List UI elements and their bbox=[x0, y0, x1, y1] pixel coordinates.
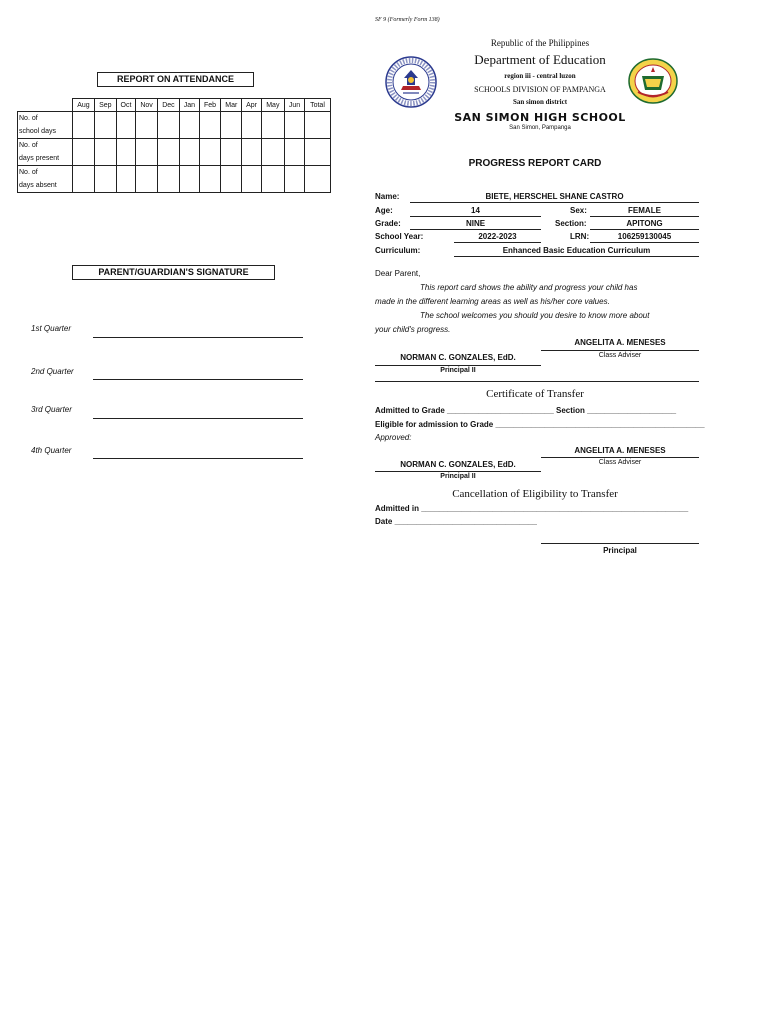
attendance-table bbox=[17, 98, 331, 193]
principal-name: NORMAN C. GONZALES, EdD. bbox=[400, 353, 516, 362]
age-label: Age: bbox=[375, 206, 393, 215]
sex-value: FEMALE bbox=[590, 205, 699, 217]
form-code: SF 9 (Formerly Form 138) bbox=[375, 17, 440, 23]
month-header: Mar bbox=[221, 99, 242, 112]
divider-line bbox=[375, 381, 699, 382]
quarter-label: 4th Quarter bbox=[31, 446, 72, 455]
signature-line bbox=[93, 458, 303, 459]
age-value: 14 bbox=[410, 205, 541, 217]
sex-label: Sex: bbox=[570, 206, 587, 215]
signature-line bbox=[93, 418, 303, 419]
name-value: BIETE, HERSCHEL SHANE CASTRO bbox=[410, 191, 699, 203]
grade-value: NINE bbox=[410, 218, 541, 230]
month-header: Oct bbox=[116, 99, 135, 112]
row-label: No. of days absent bbox=[18, 166, 73, 193]
page-title: PROGRESS REPORT CARD bbox=[468, 158, 602, 169]
letter-line: made in the different learning areas as well as his/her core values. bbox=[375, 297, 610, 306]
month-header: Feb bbox=[199, 99, 220, 112]
month-header: May bbox=[261, 99, 284, 112]
month-header: Sep bbox=[94, 99, 116, 112]
total-header: Total bbox=[305, 99, 331, 112]
letter-line: The school welcomes you should you desire to know more about bbox=[420, 311, 650, 320]
curriculum-label: Curriculum: bbox=[375, 246, 421, 255]
month-header: Jan bbox=[179, 99, 199, 112]
principal-signature-line bbox=[375, 365, 541, 366]
school-year-value: 2022-2023 bbox=[454, 231, 541, 243]
transfer-principal-name: NORMAN C. GONZALES, EdD. bbox=[400, 460, 516, 469]
signature-line bbox=[93, 379, 303, 380]
letter-greeting: Dear Parent, bbox=[375, 269, 421, 278]
lrn-label: LRN: bbox=[570, 232, 590, 241]
cancellation-principal-title: Principal bbox=[603, 546, 637, 555]
letter-line: your child's progress. bbox=[375, 325, 451, 334]
transfer-adviser-name: ANGELITA A. MENESES bbox=[574, 446, 666, 455]
table-row bbox=[18, 166, 331, 193]
name-label: Name: bbox=[375, 192, 400, 201]
eligible-line: Eligible for admission to Grade _______________________________________________ bbox=[375, 420, 705, 429]
adviser-signature-line bbox=[541, 350, 699, 351]
month-header: Aug bbox=[73, 99, 95, 112]
quarter-label: 3rd Quarter bbox=[31, 405, 72, 414]
month-header: Nov bbox=[136, 99, 158, 112]
row-label: No. of days present bbox=[18, 139, 73, 166]
attendance-title: REPORT ON ATTENDANCE bbox=[97, 72, 254, 87]
row-label: No. of school days bbox=[18, 112, 73, 139]
table-row bbox=[18, 112, 331, 139]
transfer-adviser-title: Class Adviser bbox=[598, 459, 642, 466]
section-label: Section: bbox=[555, 219, 587, 228]
cancellation-principal-line bbox=[541, 543, 699, 544]
school-location: San Simon, Pampanga bbox=[509, 125, 571, 131]
month-header: Apr bbox=[242, 99, 261, 112]
school-year-label: School Year: bbox=[375, 232, 424, 241]
transfer-principal-line bbox=[375, 471, 541, 472]
transfer-adviser-line bbox=[541, 457, 699, 458]
adviser-name: ANGELITA A. MENESES bbox=[574, 338, 666, 347]
school-name: SAN SIMON HIGH SCHOOL bbox=[454, 111, 626, 124]
transfer-principal-title: Principal II bbox=[440, 473, 476, 480]
month-header: Dec bbox=[158, 99, 180, 112]
region-text: region iii - central luzon bbox=[504, 72, 576, 80]
adviser-title: Class Adviser bbox=[598, 352, 642, 359]
division-text: SCHOOLS DIVISION OF PAMPANGA bbox=[474, 85, 606, 94]
republic-text: Republic of the Philippines bbox=[490, 38, 590, 48]
signature-line bbox=[93, 337, 303, 338]
month-header: Jun bbox=[284, 99, 304, 112]
transfer-title: Certificate of Transfer bbox=[486, 388, 584, 400]
lrn-value: 106259130045 bbox=[590, 231, 699, 243]
date-line: Date ________________________________ bbox=[375, 517, 537, 526]
quarter-label: 1st Quarter bbox=[31, 324, 72, 333]
parent-signature-title: PARENT/GUARDIAN'S SIGNATURE bbox=[72, 265, 275, 280]
principal-title: Principal II bbox=[440, 367, 476, 374]
quarter-label: 2nd Quarter bbox=[31, 367, 74, 376]
admitted-to-grade-line: Admitted to Grade ________________________ Section ____________________ bbox=[375, 406, 677, 415]
department-text: Department of Education bbox=[474, 52, 606, 67]
table-row bbox=[18, 139, 331, 166]
section-value: APITONG bbox=[590, 218, 699, 230]
district-text: San simon district bbox=[512, 98, 568, 106]
letter-line: This report card shows the ability and progress your child has bbox=[420, 283, 638, 292]
cancellation-title: Cancellation of Eligibility to Transfer bbox=[452, 488, 618, 500]
admitted-in-line: Admitted in ____________________________________________________________ bbox=[375, 504, 689, 513]
approved-label: Approved: bbox=[375, 433, 412, 442]
attendance-header-row bbox=[18, 99, 331, 112]
grade-label: Grade: bbox=[375, 219, 401, 228]
curriculum-value: Enhanced Basic Education Curriculum bbox=[454, 245, 699, 257]
